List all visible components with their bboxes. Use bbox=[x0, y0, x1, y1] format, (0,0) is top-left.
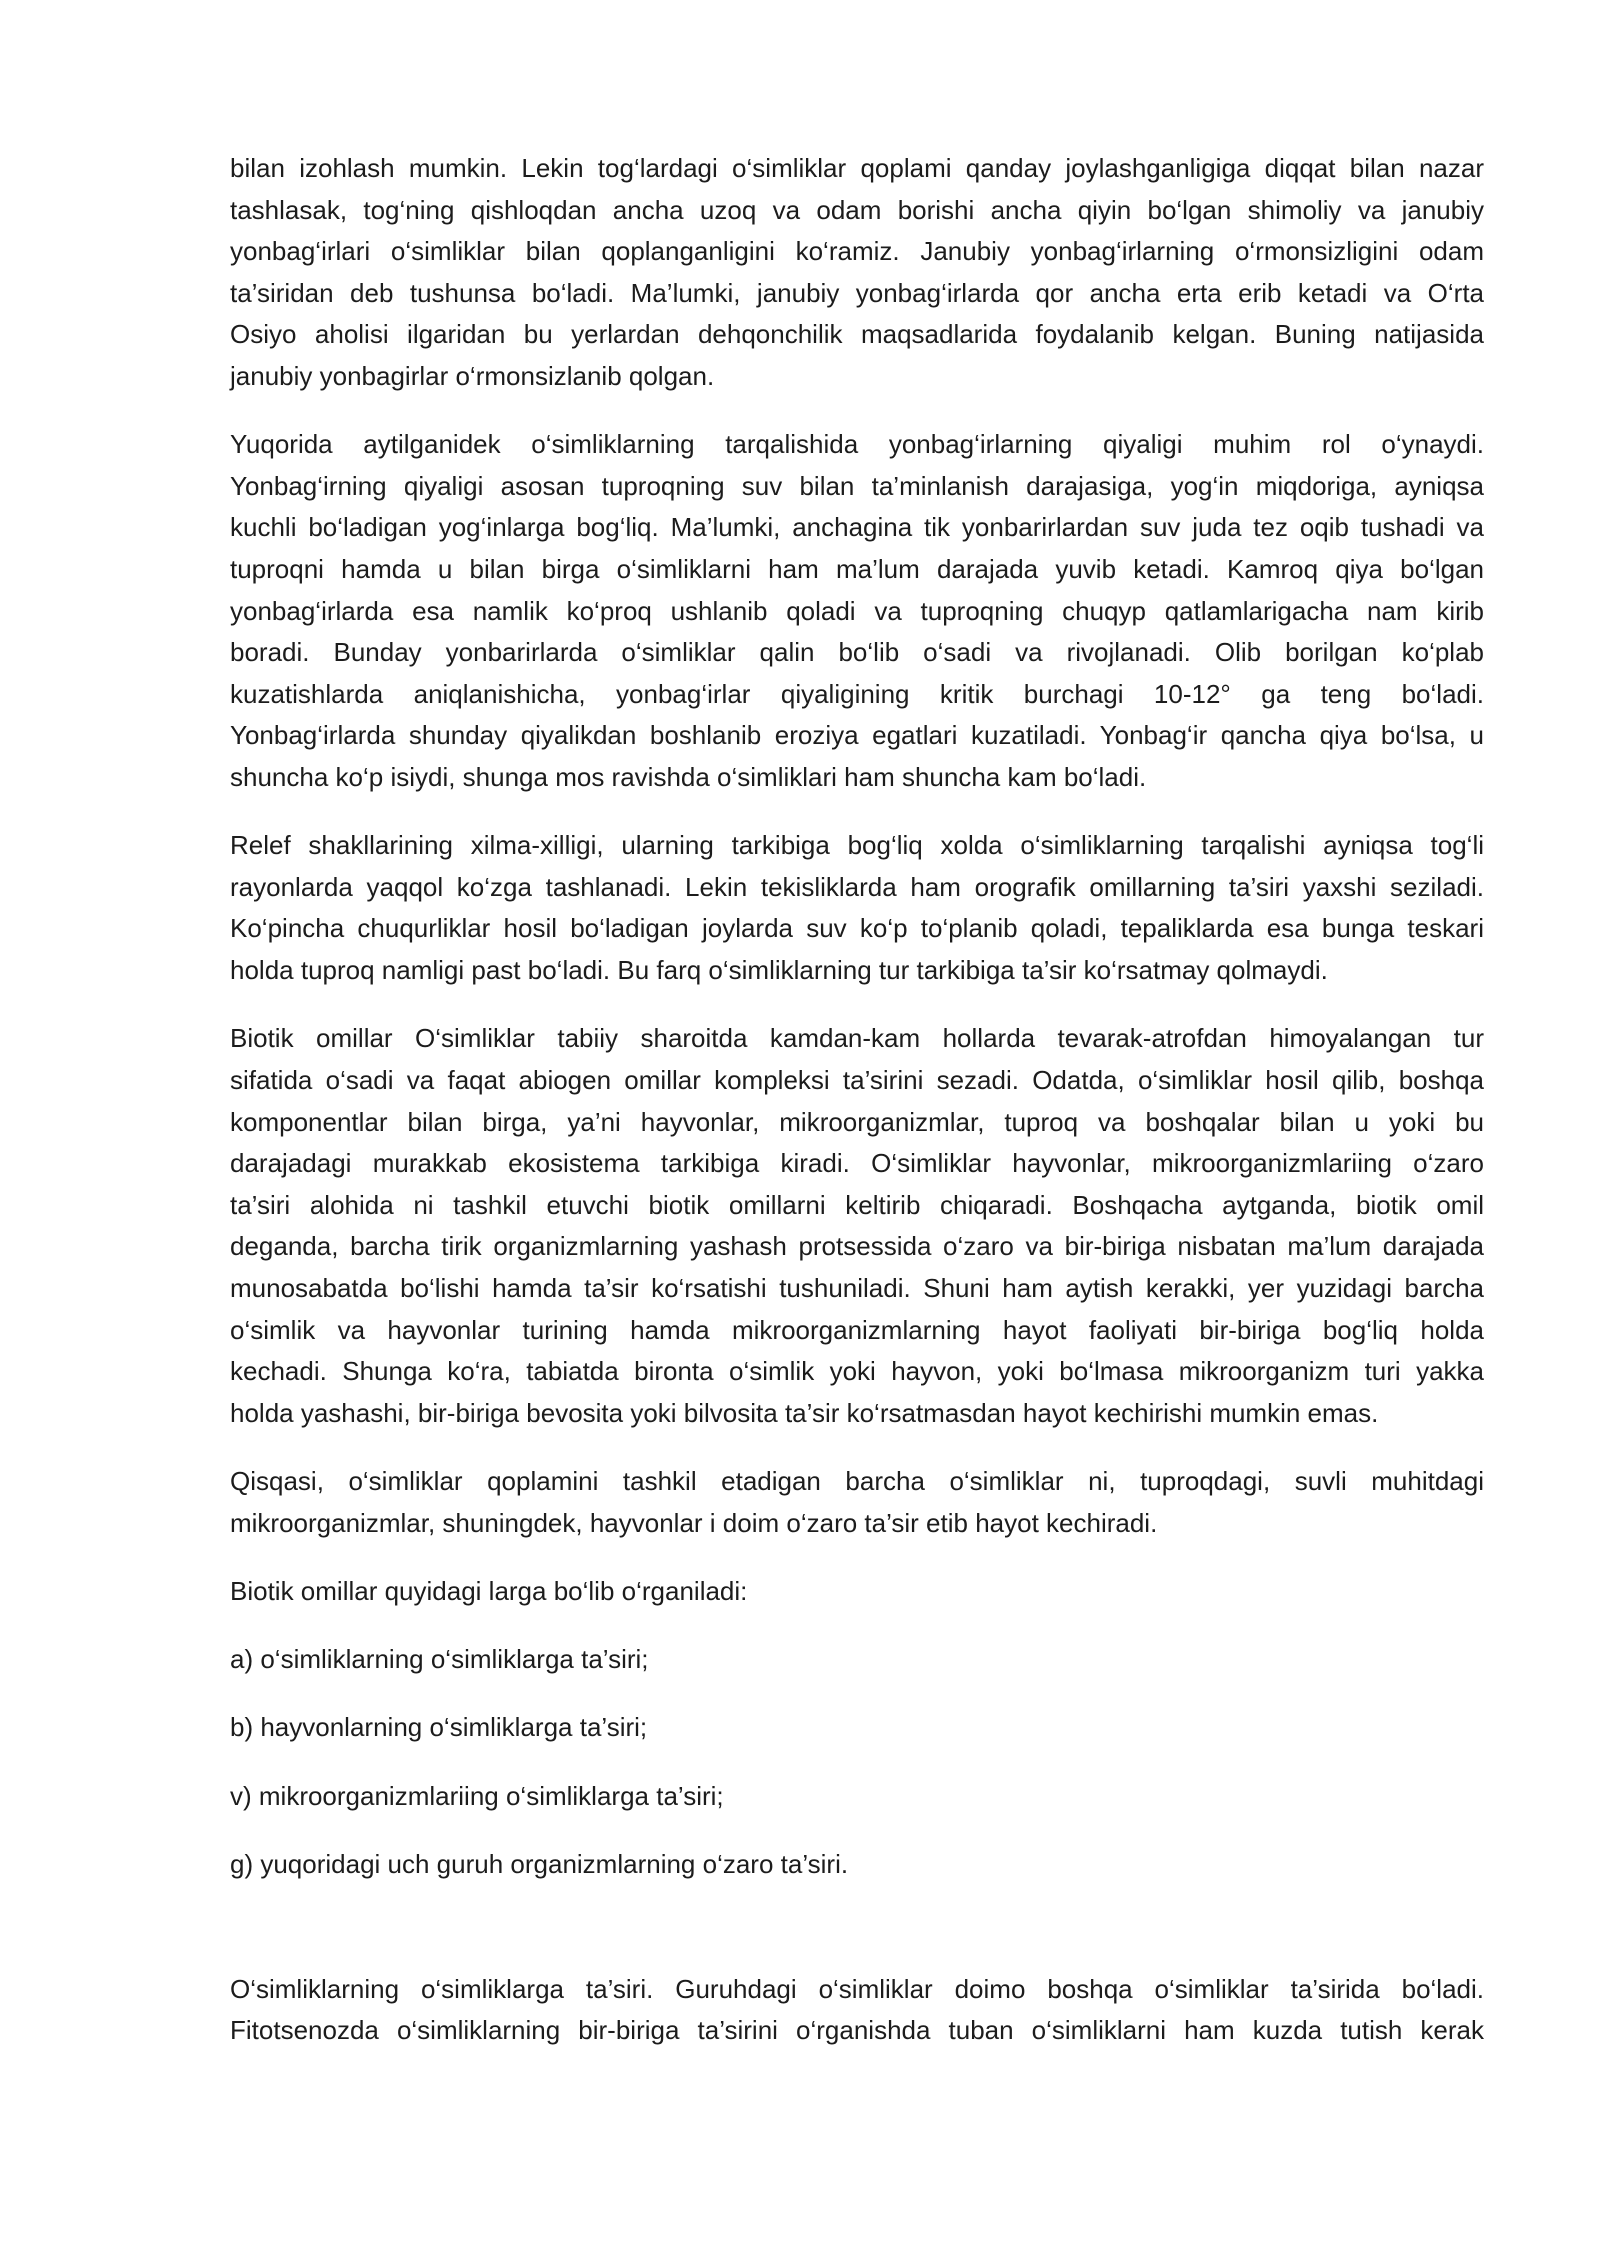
text-line: Ko‘pincha chuqurliklar hosil bo‘ladigan joylarda suv ko‘p to‘planib qoladi, tepaliklarda esa bunga teskari bbox=[230, 913, 1484, 944]
paragraph bbox=[230, 1018, 1484, 1434]
paragraph bbox=[230, 1969, 1484, 2052]
text-line: ta’siri alohida ni tashkil etuvchi biotik omillarni keltirib chiqaradi. Boshqacha aytganda, biotik omil bbox=[230, 1189, 1484, 1220]
text-line: b) hayvonlarning o‘simliklarga ta’siri; bbox=[230, 1712, 648, 1743]
text-line: kuzatishlarda aniqlanishicha, yonbag‘irlar qiyaligining kritik burchagi 10-12° ga teng bo‘ladi. bbox=[230, 678, 1484, 709]
text-line: bilan izohlash mumkin. Lekin tog‘lardagi o‘simliklar qoplami qanday joylashganligiga diqqat bilan nazar bbox=[230, 153, 1484, 183]
text-line: munosabatda bo‘lishi hamda ta’sir ko‘rsatishi tushuniladi. Shuni ham aytish kerakki, yer yuzidagi barcha bbox=[230, 1272, 1484, 1303]
text-line: holda yashashi, bir-biriga bevosita yoki bilvosita ta’sir ko‘rsatmasdan hayot kechirishi mumkin emas. bbox=[230, 1397, 1379, 1428]
text-line: kuchli bo‘ladigan yog‘inlarga bog‘liq. Ma’lumki, anchagina tik yonbarirlardan suv juda tez oqib tushadi va bbox=[230, 512, 1484, 543]
text-line: o‘simlik va hayvonlar turining hamda mikroorganizmlarning hayot faoliyati bir-biriga bog‘liq holda bbox=[230, 1314, 1484, 1345]
text-line: g) yuqoridagi uch guruh organizmlarning o‘zaro ta’siri. bbox=[230, 1848, 849, 1879]
text-line: Fitotsenozda o‘simliklarning bir-biriga ta’sirini o‘rganishda tuban o‘simliklarni ham kuzda tutish kerak bbox=[230, 2015, 1484, 2046]
paragraph bbox=[230, 1461, 1484, 1544]
list-item bbox=[230, 1639, 1484, 1681]
text-line: Biotik omillar quyidagi larga bo‘lib o‘rganiladi: bbox=[230, 1575, 748, 1606]
paragraph bbox=[230, 825, 1484, 991]
text-line: Biotik omillar O‘simliklar tabiiy sharoitda kamdan-kam hollarda tevarak-atrofdan himoyalangan tur bbox=[230, 1023, 1484, 1054]
text-line: boradi. Bunday yonbarirlarda o‘simliklar qalin bo‘lib o‘sadi va rivojlanadi. Olib borilgan ko‘plab bbox=[230, 637, 1484, 668]
text-line: Osiyo aholisi ilgaridan bu yerlardan dehqonchilik maqsadlarida foydalanib kelgan. Buning natijasida bbox=[230, 319, 1484, 350]
text-line: shuncha ko‘p isiydi, shunga mos ravishda o‘simliklari ham shuncha kam bo‘ladi. bbox=[230, 762, 1147, 792]
text-line: sifatida o‘sadi va faqat abiogen omillar kompleksi ta’sirini sezadi. Odatda, o‘simliklar hosil qilib, boshqa bbox=[230, 1064, 1484, 1095]
text-line: janubiy yonbagirlar o‘rmonsizlanib qolgan. bbox=[230, 360, 715, 391]
text-line: kechadi. Shunga ko‘ra, tabiatda bironta o‘simlik yoki hayvon, yoki bo‘lmasa mikroorganizm turi yakka bbox=[230, 1356, 1484, 1387]
text-line: Relef shakllarining xilma-xilligi, ularning tarkibiga bog‘liq xolda o‘simliklarning tarqalishi ayniqsa tog‘li bbox=[230, 830, 1484, 861]
list-item bbox=[230, 1844, 1484, 1886]
text-line: darajadagi murakkab ekosistema tarkibiga kiradi. O‘simliklar hayvonlar, mikroorganizmlariing o‘zaro bbox=[230, 1148, 1484, 1179]
text-line: deganda, barcha tirik organizmlarning yashash protsessida o‘zaro va bir-biriga nisbatan ma’lum darajada bbox=[230, 1231, 1484, 1262]
paragraph bbox=[230, 148, 1484, 398]
text-line: rayonlarda yaqqol ko‘zga tashlanadi. Lekin tekisliklarda ham orografik omillarning ta’siri yaxshi seziladi. bbox=[230, 871, 1484, 902]
text-line: mikroorganizmlar, shuningdek, hayvonlar i doim o‘zaro ta’sir etib hayot kechiradi. bbox=[230, 1507, 1158, 1538]
text-line: holda tuproq namligi past bo‘ladi. Bu farq o‘simliklarning tur tarkibiga ta’sir ko‘rsatmay qolmaydi. bbox=[230, 955, 1328, 986]
text-line: Qisqasi, o‘simliklar qoplamini tashkil etadigan barcha o‘simliklar ni, tuproqdagi, suvli muhitdagi bbox=[230, 1465, 1484, 1496]
text-line: yonbag‘irlari o‘simliklar bilan qoplanganligini ko‘ramiz. Janubiy yonbag‘irlarning o‘rmonsizligini odam bbox=[230, 236, 1484, 267]
text-line: tashlasak, tog‘ning qishloqdan ancha uzoq va odam borishi ancha qiyin bo‘lgan shimoliy va janubiy bbox=[230, 194, 1484, 225]
text-line: ta’siridan deb tushunsa bo‘ladi. Ma’lumki, janubiy yonbag‘irlarda qor ancha erta erib ketadi va O‘rta bbox=[230, 277, 1484, 308]
list-item bbox=[230, 1776, 1484, 1818]
text-line: a) o‘simliklarning o‘simliklarga ta’siri; bbox=[230, 1644, 649, 1675]
document-body bbox=[230, 148, 1484, 2079]
paragraph bbox=[230, 424, 1484, 798]
list-item bbox=[230, 1707, 1484, 1749]
text-line: v) mikroorganizmlariing o‘simliklarga ta’siri; bbox=[230, 1780, 724, 1811]
text-line: komponentlar bilan birga, ya’ni hayvonlar, mikroorganizmlar, tuproq va boshqalar bilan u yoki bu bbox=[230, 1106, 1484, 1137]
text-line: O‘simliklarning o‘simliklarga ta’siri. Guruhdagi o‘simliklar doimo boshqa o‘simliklar ta’sirida bo‘ladi. bbox=[230, 1973, 1484, 2004]
text-line: Yuqorida aytilganidek o‘simliklarning tarqalishida yonbag‘irlarning qiyaligi muhim rol o‘ynaydi. bbox=[230, 429, 1484, 460]
text-line: Yonbag‘irlarda shunday qiyalikdan boshlanib eroziya egatlari kuzatiladi. Yonbag‘ir qancha qiya bo‘lsa, u bbox=[230, 720, 1484, 751]
text-line: yonbag‘irlarda esa namlik ko‘proq ushlanib qoladi va tuproqning chuqyp qatlamlarigacha nam kirib bbox=[230, 595, 1484, 626]
text-line: tuproqni hamda u bilan birga o‘simliklarni ham ma’lum darajada yuvib ketadi. Kamroq qiya bo‘lgan bbox=[230, 554, 1484, 585]
text-line: Yonbag‘irning qiyaligi asosan tuproqning suv bilan ta’minlanish darajasiga, yog‘in miqdoriga, ayniqsa bbox=[230, 470, 1484, 501]
list-intro bbox=[230, 1571, 1484, 1613]
